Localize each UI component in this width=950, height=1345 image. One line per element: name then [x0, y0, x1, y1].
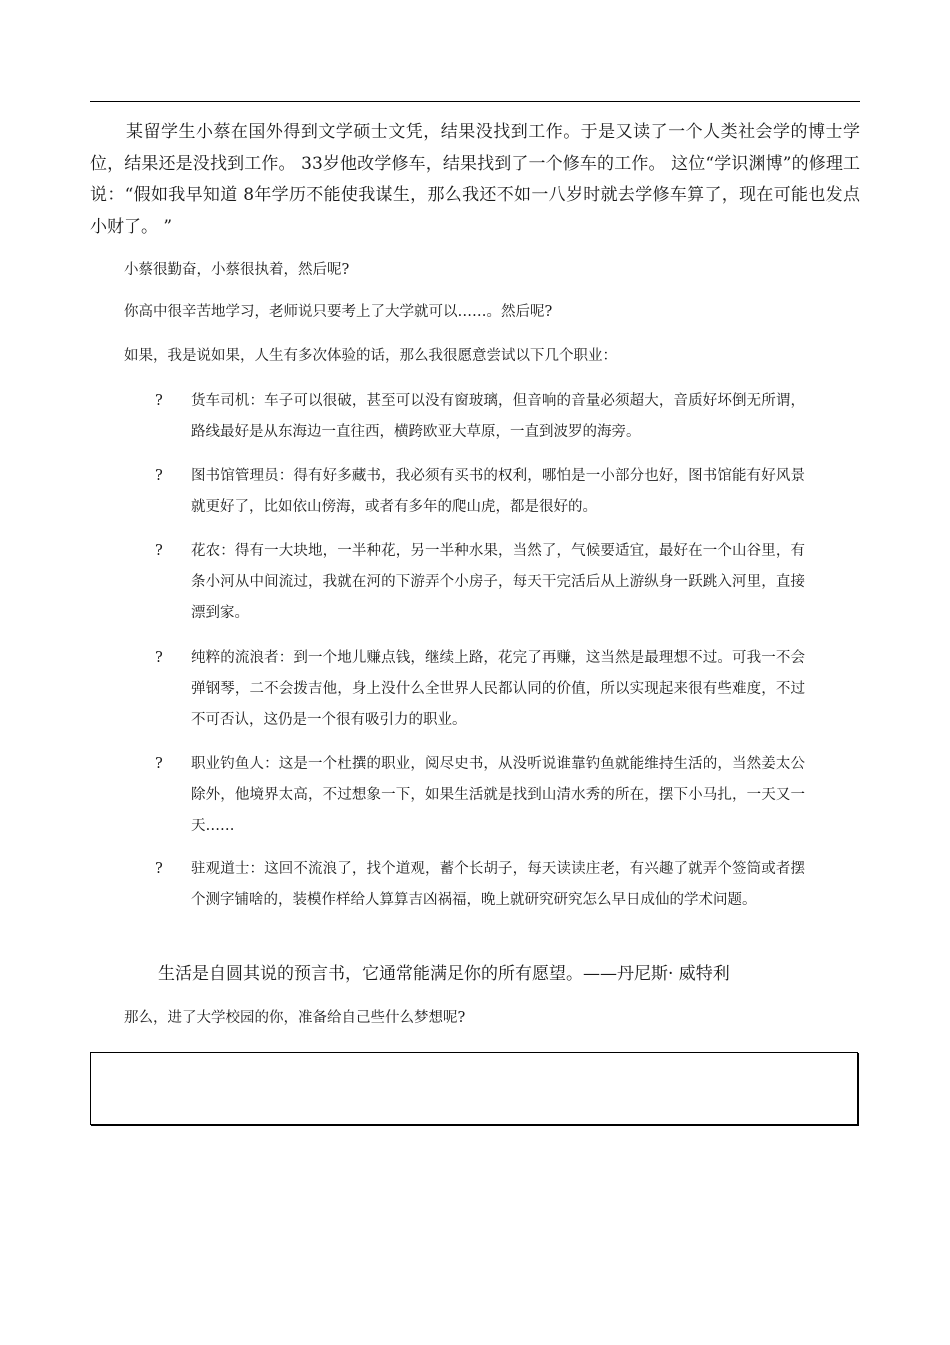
job-text: 驻观道士：这回不流浪了，找个道观，蓄个长胡子，每天读读庄老，有兴趣了就弄个签筒或者摆个测字铺啥的，装模作样给人算算吉凶祸福，晚上就研究研究怎么早日成仙的学术问题。: [191, 861, 805, 908]
quote-line: 生活是自圆其说的预言书，它通常能满足你的所有愿望。——丹尼斯· 威特利: [158, 964, 730, 984]
job-text: 花农：得有一大块地，一半种花，另一半种水果，当然了，气候要适宜，最好在一个山谷里，有条小河从中间流过，我就在河的下游弄个小房子，每天干完活后从上游纵身一跃跳入河里，直接漂到家。: [191, 543, 805, 621]
job-text: 图书馆管理员：得有好多藏书，我必须有买书的权利，哪怕是一小部分也好，图书馆能有好风景就更好了，比如依山傍海，或者有多年的爬山虎，都是很好的。: [191, 468, 805, 515]
bullet-marker: ?: [155, 393, 163, 409]
job-text: 纯粹的流浪者：到一个地儿赚点钱，继续上路，花完了再赚，这当然是最理想不过。可我一不会弹钢琴，二不会拨吉他，身上没什么全世界人民都认同的价值，所以实现起来很有些难度，不过不可否认，这仍是一个很有吸引力的职业。: [191, 650, 805, 728]
top-rule: [90, 101, 860, 102]
job-text: 货车司机：车子可以很破，甚至可以没有窗玻璃，但音响的音量必须超大，音质好坏倒无所谓，路线最好是从东海边一直往西，横跨欧亚大草原，一直到波罗的海旁。: [191, 393, 805, 440]
question-high-school: 你高中很辛苦地学习，老师说只要考上了大学就可以……。然后呢?: [124, 304, 553, 320]
job-item-librarian: [155, 461, 805, 523]
question-careers-intro: 如果，我是说如果，人生有多次体验的话，那么我很愿意尝试以下几个职业：: [124, 348, 617, 364]
intro-paragraph: 某留学生小蔡在国外得到文学硕士文凭，结果没找到工作。于是又读了一个人类社会学的博士学位，结果还是没找到工作。 33岁他改学修车，结果找到了一个修车的工作。 这位“学识渊博”的修理工说：“假如我早知道 8年学历不能使我谋生，那么我还不如一八岁时就去学修车算了，现在可能也发点小财了。 ”: [90, 122, 860, 237]
closing-question: 那么，进了大学校园的你，准备给自己些什么梦想呢?: [124, 1010, 466, 1026]
answer-box[interactable]: [90, 1052, 858, 1125]
job-item-fisherman: [155, 749, 805, 842]
bullet-marker: ?: [155, 756, 163, 772]
bullet-marker: ?: [155, 543, 163, 559]
job-item-truck-driver: [155, 386, 805, 448]
bullet-marker: ?: [155, 861, 163, 877]
bullet-marker: ?: [155, 650, 163, 666]
bullet-marker: ?: [155, 468, 163, 484]
job-item-flower-farmer: [155, 536, 805, 629]
job-text: 职业钓鱼人：这是一个杜撰的职业，阅尽史书，从没听说谁靠钓鱼就能维持生活的，当然姜太公除外，他境界太高，不过想象一下，如果生活就是找到山清水秀的所在，摆下小马扎，一天又一天……: [191, 756, 805, 834]
job-item-taoist: [155, 854, 805, 916]
job-item-wanderer: [155, 643, 805, 736]
question-diligence: 小蔡很勤奋，小蔡很执着，然后呢?: [124, 262, 350, 278]
